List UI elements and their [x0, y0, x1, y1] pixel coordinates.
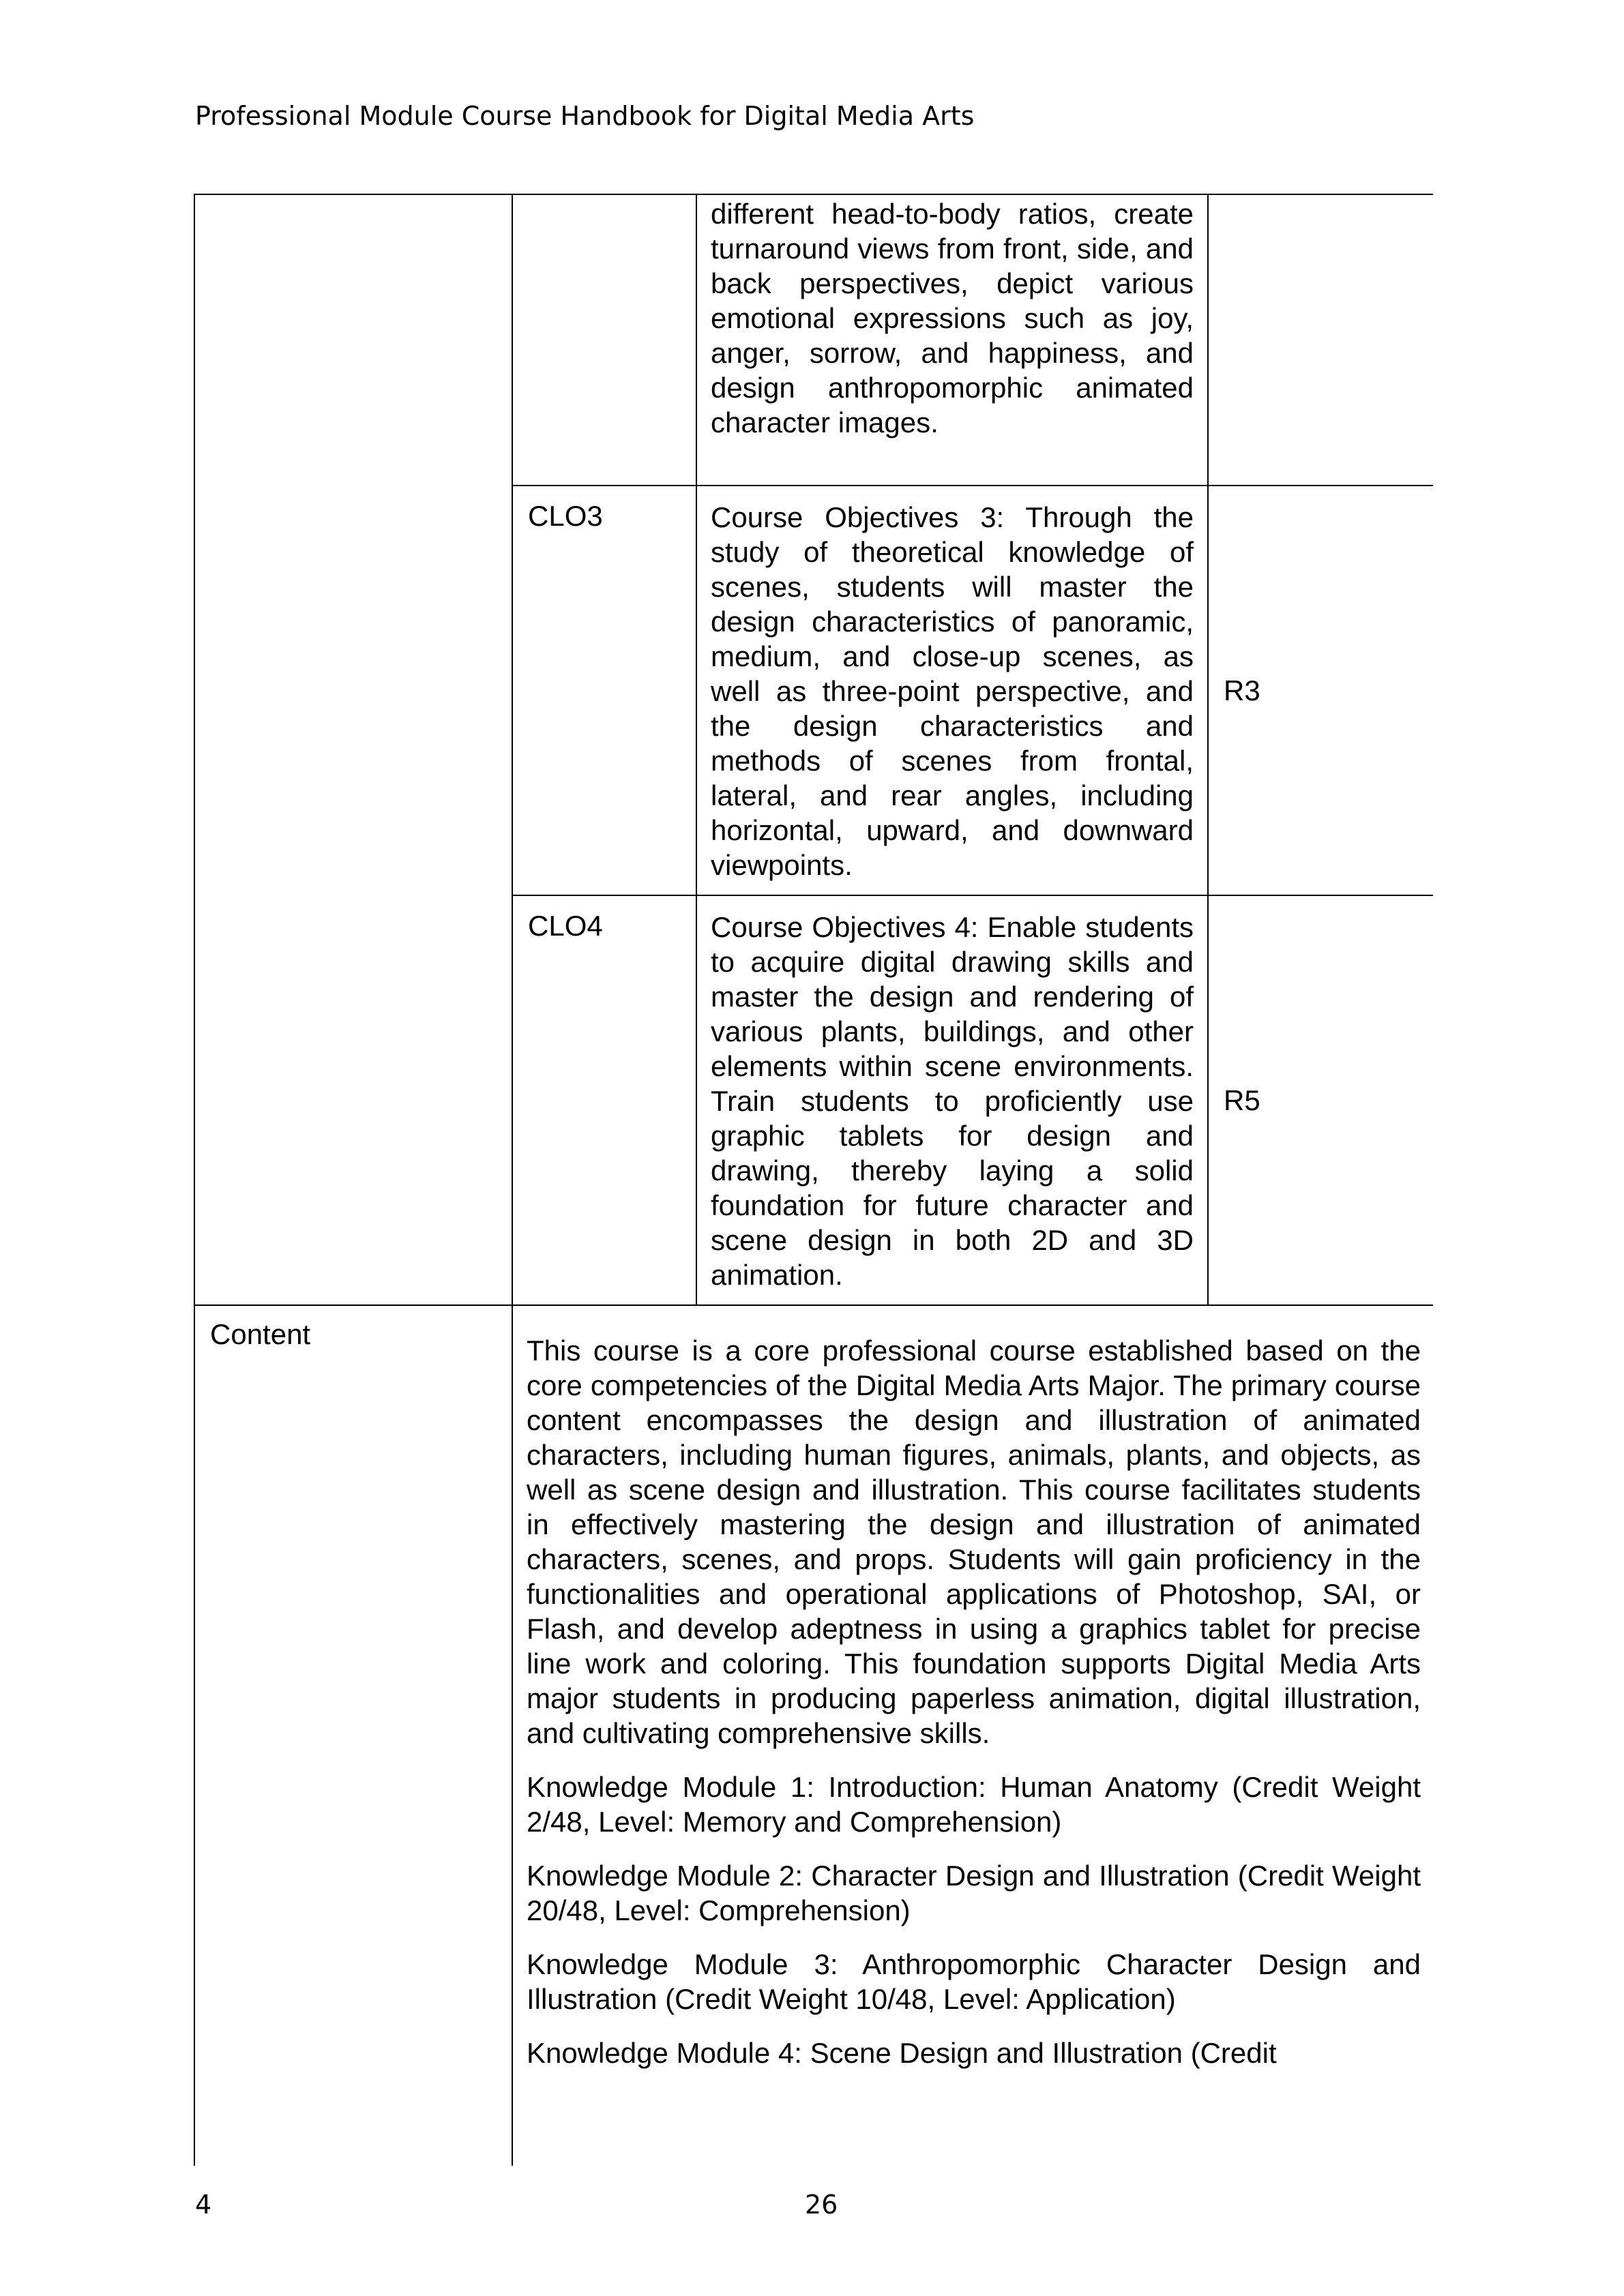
course-table-frame [194, 194, 1433, 2166]
requirement-code: R5 [1224, 1084, 1260, 1116]
content-body-cell [512, 1305, 1433, 2166]
clo-objective-cell [696, 194, 1208, 486]
knowledge-module-item: Knowledge Module 1: Introduction: Human Anatomy (Credit Weight 2/48, Level: Memory and Comprehension) [527, 1771, 1421, 1838]
clo-objective-text: different head-to-body ratios, create turnaround views from front, side, and back perspectives, depict various emotional expressions such as joy, anger, sorrow, and happiness, and design anthropomorphic animated character images. [711, 198, 1194, 438]
content-label: Content [210, 1318, 311, 1350]
clo-code-cell [512, 895, 696, 1305]
requirement-cell [1208, 194, 1433, 486]
page-number: 26 [805, 2190, 838, 2220]
clo-code: CLO4 [528, 910, 603, 942]
content-description: This course is a core professional course established based on the core competencies of the Digital Media Arts Major. The primary course content encompasses the design and illustration of animated characters, including human figures, animals, plants, and objects, as well as scene design and illustration. This course facilitates students in effectively mastering the design and illustration of animated characters, scenes, and props. Students will gain proficiency in the functionalities and operational applications of Photoshop, SAI, or Flash, and develop adeptness in using a graphics tablet for precise line work and coloring. This foundation supports Digital Media Arts major students in producing paperless animation, digital illustration, and cultivating comprehensive skills. [527, 1335, 1421, 1749]
knowledge-module-item: Knowledge Module 2: Character Design and Illustration (Credit Weight 20/48, Level: Comprehension) [527, 1860, 1421, 1926]
requirement-code: R3 [1224, 674, 1260, 706]
footer-left-number: 4 [195, 2190, 212, 2220]
clo-objective-cell [696, 895, 1208, 1305]
knowledge-module-item: Knowledge Module 3: Anthropomorphic Character Design and Illustration (Credit Weight 10/48, Level: Application) [527, 1948, 1421, 2015]
content-label-cell [194, 1305, 512, 2166]
table-row-content [194, 1305, 1433, 2166]
requirement-cell [1208, 486, 1433, 895]
clo-code: CLO3 [528, 500, 603, 532]
clo-code-cell [512, 486, 696, 895]
clo-objective-text: Course Objectives 4: Enable students to acquire digital drawing skills and master the design and rendering of various plants, buildings, and other elements within scene environments. Train students to proficiently use graphic tablets for design and drawing, thereby laying a solid foundation for future character and scene design in both 2D and 3D animation. [711, 911, 1194, 1291]
table-row-clo2-continued [194, 194, 1433, 486]
knowledge-module-item: Knowledge Module 4: Scene Design and Illustration (Credit [527, 2037, 1277, 2069]
course-table [194, 194, 1433, 2166]
clo-code-cell [512, 194, 696, 486]
clo-objective-cell [696, 486, 1208, 895]
requirement-cell [1208, 895, 1433, 1305]
running-header: Professional Module Course Handbook for Digital Media Arts [195, 101, 975, 131]
objectives-label-cell [194, 194, 512, 1305]
clo-objective-text: Course Objectives 3: Through the study of theoretical knowledge of scenes, students will master the design characteristics of panoramic, medium, and close-up scenes, as well as three-point perspective, and the design characteristics and methods of scenes from frontal, lateral, and rear angles, including horizontal, upward, and downward viewpoints. [711, 501, 1194, 881]
